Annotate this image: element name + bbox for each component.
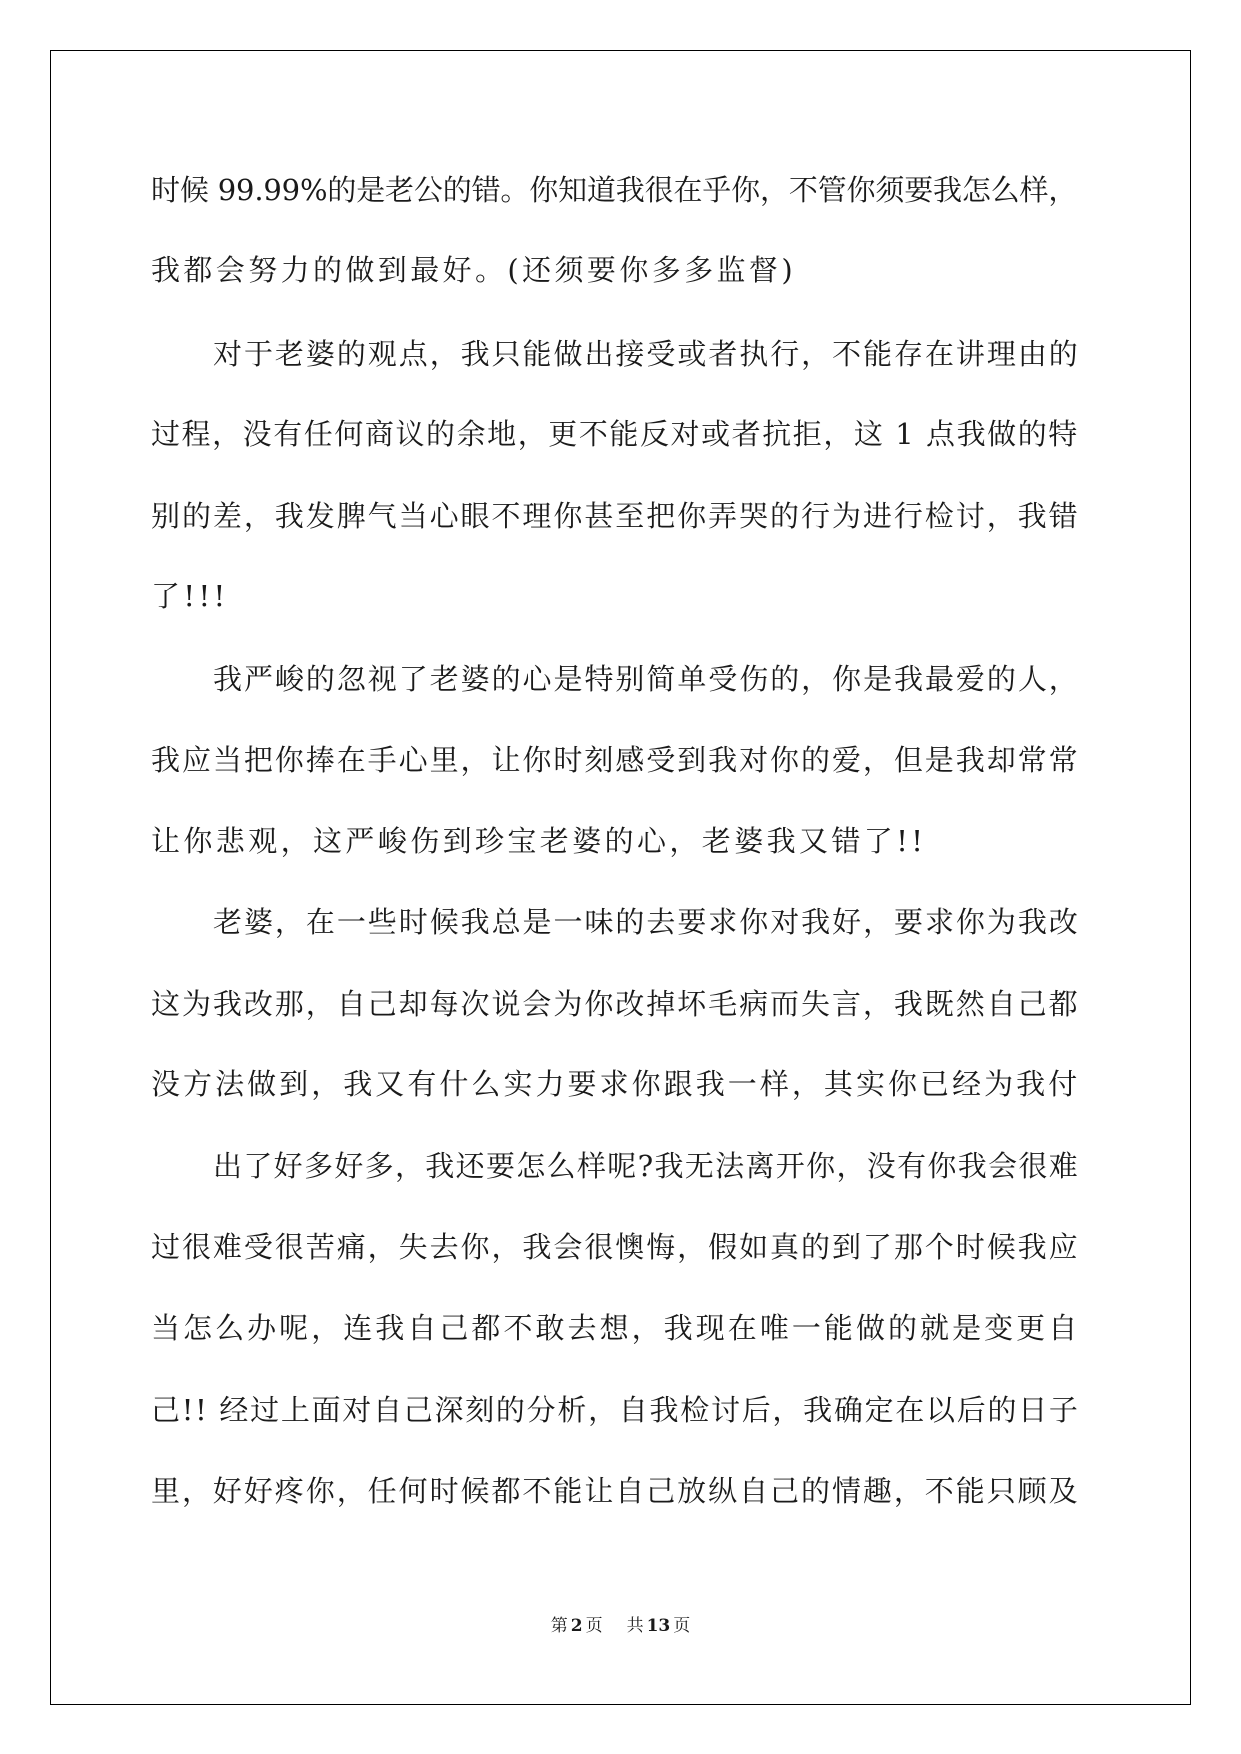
text-line: 出了好多好多，我还要怎么样呢?我无法离开你，没有你我会很难 [213, 1149, 1080, 1183]
total-label-suffix: 页 [673, 1616, 691, 1636]
text-line: 当怎么办呢，连我自己都不敢去想，我现在唯一能做的就是变更自 [151, 1311, 1081, 1345]
text-line: 没方法做到，我又有什么实力要求你跟我一样，其实你已经为我付 [151, 1067, 1081, 1101]
page-number: 2 [570, 1616, 583, 1636]
text-line: 过很难受很苦痛，失去你，我会很懊悔，假如真的到了那个时候我应 [151, 1230, 1080, 1264]
page-footer [0, 1615, 1241, 1637]
page-label-suffix: 页 [585, 1616, 603, 1636]
page-label-prefix: 第 [550, 1616, 568, 1636]
text-line: 了!!! [151, 579, 229, 613]
text-line: 过程，没有任何商议的余地，更不能反对或者抗拒，这 1 点我做的特 [151, 417, 1079, 451]
text-line: 里，好好疼你，任何时候都不能让自己放纵自己的情趣，不能只顾及 [151, 1474, 1080, 1508]
text-line: 时候 99.99%的是老公的错。你知道我很在乎你，不管你须要我怎么样， [151, 173, 1078, 207]
text-line: 别的差，我发脾气当心眼不理你甚至把你弄哭的行为进行检讨，我错 [151, 499, 1080, 533]
text-line: 我严峻的忽视了老婆的心是特别简单受伤的，你是我最爱的人， [213, 662, 1080, 696]
total-label-prefix: 共 [626, 1616, 644, 1636]
text-line: 老婆，在一些时候我总是一味的去要求你对我好，要求你为我改 [213, 905, 1080, 939]
text-line: 让你悲观，这严峻伤到珍宝老婆的心，老婆我又错了!! [151, 824, 927, 858]
text-line: 己!! 经过上面对自己深刻的分析，自我检讨后，我确定在以后的日子 [151, 1393, 1080, 1427]
page-border [50, 50, 1191, 1705]
text-line: 我应当把你捧在手心里，让你时刻感受到我对你的爱，但是我却常常 [151, 743, 1080, 777]
text-line: 对于老婆的观点，我只能做出接受或者执行，不能存在讲理由的 [213, 337, 1080, 371]
text-line: 我都会努力的做到最好。(还须要你多多监督) [151, 253, 797, 287]
total-pages: 13 [646, 1616, 671, 1636]
text-line: 这为我改那，自己却每次说会为你改掉坏毛病而失言，我既然自己都 [151, 987, 1080, 1021]
